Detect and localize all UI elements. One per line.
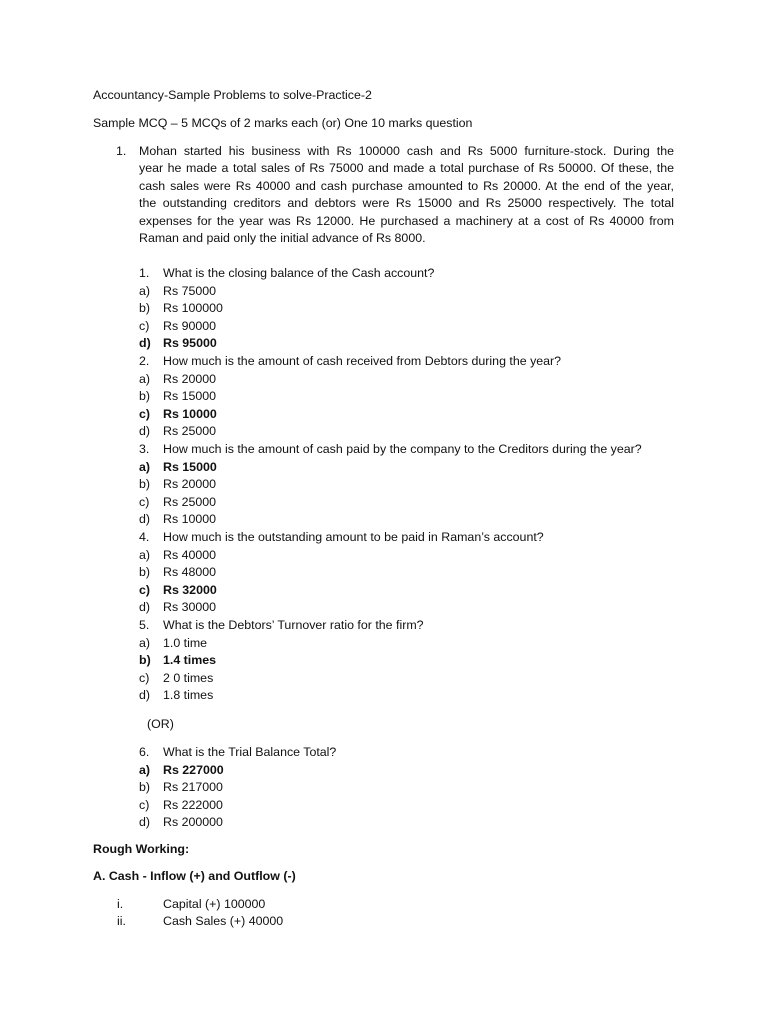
or-label: (OR) xyxy=(147,717,174,731)
option-label: b) xyxy=(139,477,151,492)
option-label: a) xyxy=(139,762,151,777)
question-label: 6. xyxy=(139,745,150,759)
option-label: a) xyxy=(139,459,151,474)
cash-item-text: Cash Sales (+) 40000 xyxy=(163,914,284,928)
question-label: 3. xyxy=(139,442,150,456)
option-label: c) xyxy=(139,582,151,597)
question-label: 4. xyxy=(139,530,150,544)
cash-item-number: i. xyxy=(117,897,124,911)
option-text: Rs 90000 xyxy=(163,318,217,333)
problem-line: Mohan started his business with Rs 100000 cash and Rs 5000 furniture-stock. During the xyxy=(139,144,674,158)
option-text: 2 0 times xyxy=(163,670,214,685)
option-label: d) xyxy=(139,512,151,527)
option-text: Rs 10000 xyxy=(163,512,217,527)
option-label: d) xyxy=(139,424,151,439)
option-text: Rs 227000 xyxy=(163,762,224,777)
question-text: What is the Debtors’ Turnover ratio for the firm? xyxy=(163,618,424,632)
option-text: 1.0 time xyxy=(163,635,208,650)
question-text: How much is the amount of cash received from Debtors during the year? xyxy=(163,354,562,368)
option-text: Rs 20000 xyxy=(163,371,217,386)
option-label: d) xyxy=(139,815,151,830)
option-label: b) xyxy=(139,389,151,404)
option-label: b) xyxy=(139,653,151,668)
option-text: Rs 25000 xyxy=(163,494,217,509)
rough-working-heading: Rough Working: xyxy=(93,842,190,856)
option-text: Rs 10000 xyxy=(163,406,217,421)
option-text: Rs 100000 xyxy=(163,301,223,316)
cash-item-text: Capital (+) 100000 xyxy=(163,897,266,911)
problem-line: year he made a total sales of Rs 75000 and made a total purchase of Rs 50000. Of these, the xyxy=(139,161,674,175)
option-text: Rs 95000 xyxy=(163,336,217,351)
option-label: b) xyxy=(139,565,151,580)
option-label: b) xyxy=(139,780,151,795)
problem-number: 1. xyxy=(116,144,127,158)
option-text: Rs 222000 xyxy=(163,797,223,812)
option-text: Rs 25000 xyxy=(163,424,217,439)
option-text: Rs 40000 xyxy=(163,547,217,562)
question-label: 2. xyxy=(139,354,150,368)
question-text: How much is the amount of cash paid by the company to the Creditors during the year? xyxy=(163,442,642,456)
option-text: Rs 20000 xyxy=(163,477,217,492)
option-label: b) xyxy=(139,301,151,316)
question-label: 1. xyxy=(139,266,150,280)
option-text: Rs 32000 xyxy=(163,582,217,597)
question-text: What is the Trial Balance Total? xyxy=(163,745,337,759)
question-text: How much is the outstanding amount to be paid in Raman’s account? xyxy=(163,530,544,544)
question-text: What is the closing balance of the Cash account? xyxy=(163,266,435,280)
option-label: c) xyxy=(139,670,150,685)
option-text: Rs 217000 xyxy=(163,780,223,795)
option-label: d) xyxy=(139,336,151,351)
option-text: Rs 48000 xyxy=(163,565,217,580)
option-label: a) xyxy=(139,635,151,650)
option-text: 1.8 times xyxy=(163,688,214,703)
option-text: Rs 30000 xyxy=(163,600,217,615)
problem-line: the outstanding creditors and debtors were Rs 15000 and Rs 25000 respectively. The total xyxy=(139,196,674,210)
option-label: d) xyxy=(139,600,151,615)
option-label: c) xyxy=(139,494,150,509)
document-title: Accountancy-Sample Problems to solve-Practice-2 xyxy=(93,88,372,102)
question-label: 5. xyxy=(139,618,150,632)
option-label: c) xyxy=(139,318,150,333)
option-label: d) xyxy=(139,688,151,703)
option-text: Rs 15000 xyxy=(163,459,217,474)
option-text: 1.4 times xyxy=(163,653,217,668)
option-label: a) xyxy=(139,547,151,562)
problem-line: expenses for the year was Rs 12000. He purchased a machinery at a cost of Rs 40000 from xyxy=(139,214,674,228)
option-text: Rs 200000 xyxy=(163,815,223,830)
option-label: c) xyxy=(139,406,151,421)
cash-flow-heading: A. Cash - Inflow (+) and Outflow (-) xyxy=(93,869,296,883)
problem-line: cash sales were Rs 40000 and cash purchase amounted to Rs 20000. At the end of the year, xyxy=(139,179,674,193)
cash-item-number: ii. xyxy=(117,914,126,928)
option-label: a) xyxy=(139,283,151,298)
option-text: Rs 15000 xyxy=(163,389,217,404)
option-text: Rs 75000 xyxy=(163,283,217,298)
option-label: a) xyxy=(139,371,151,386)
problem-line: Raman and paid only the initial advance of Rs 8000. xyxy=(139,231,426,245)
document-subtitle: Sample MCQ – 5 MCQs of 2 marks each (or) One 10 marks question xyxy=(93,116,473,130)
option-label: c) xyxy=(139,797,150,812)
